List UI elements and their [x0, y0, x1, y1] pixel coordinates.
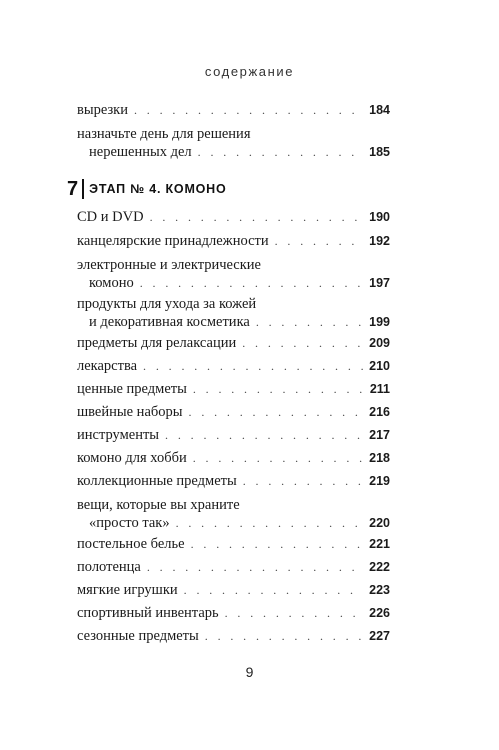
toc-entry[interactable]	[77, 426, 390, 444]
toc-entry-page: 192	[369, 234, 390, 248]
page-number: 9	[245, 664, 254, 680]
leader-dots	[143, 357, 363, 375]
toc-entry-title-continued: нерешенных дел	[89, 144, 192, 160]
leader-dots	[205, 627, 363, 645]
toc-entry[interactable]	[77, 256, 390, 292]
toc-entry-page: 219	[369, 474, 390, 488]
leader-dots	[134, 101, 363, 119]
leader-dots	[191, 535, 364, 553]
running-header: содержание	[204, 64, 295, 79]
toc-entry[interactable]	[77, 357, 390, 375]
toc-entry[interactable]	[77, 535, 390, 553]
toc-entry-title: вещи, которые вы храните	[77, 497, 240, 513]
toc-entry-title: швейные наборы	[77, 404, 183, 420]
leader-dots	[140, 274, 363, 292]
toc-entry-title: предметы для релаксации	[77, 335, 237, 351]
toc-entry-title: электронные и электрические	[77, 257, 261, 273]
toc-entry[interactable]	[77, 208, 390, 226]
toc-entry[interactable]	[77, 449, 390, 467]
toc-entry-title: мягкие игрушки	[77, 582, 178, 598]
toc-entry-title: комоно для хобби	[77, 450, 187, 466]
toc-entry[interactable]	[77, 496, 390, 532]
toc-entry-title: лекарства	[77, 358, 138, 374]
leader-dots	[184, 581, 363, 599]
toc-entry-page: 210	[369, 359, 390, 373]
toc-entry-title-continued: и декоративная косметика	[89, 314, 250, 330]
toc-entry[interactable]	[77, 232, 390, 250]
leader-dots	[193, 449, 363, 467]
toc-entry-title: канцелярские принадлежности	[77, 233, 269, 249]
toc-entry[interactable]	[77, 604, 390, 622]
leader-dots	[198, 143, 363, 161]
toc-entry-title: постельное белье	[77, 536, 185, 552]
leader-dots	[150, 208, 364, 226]
toc-entry-page: 218	[369, 451, 390, 465]
toc-entry-page: 223	[369, 583, 390, 597]
toc-entry-page: 216	[369, 405, 390, 419]
leader-dots	[256, 313, 363, 331]
toc-entry[interactable]	[77, 472, 390, 490]
toc-entry-page: 222	[369, 560, 390, 574]
toc-entry-page: 190	[369, 210, 390, 224]
toc-entry[interactable]	[77, 101, 390, 119]
leader-dots	[243, 472, 363, 490]
toc-entry-title: сезонные предметы	[77, 628, 199, 644]
leader-dots	[225, 604, 364, 622]
leader-dots	[275, 232, 364, 250]
toc-entry[interactable]	[77, 295, 390, 331]
toc-entry-page: 184	[369, 103, 390, 117]
toc-entry-page: 185	[369, 145, 390, 159]
leader-dots	[193, 380, 364, 398]
toc-entry-page: 199	[369, 315, 390, 329]
toc-entry-title-continued: комоно	[89, 275, 134, 291]
leader-dots	[165, 426, 363, 444]
toc-entry-page: 217	[369, 428, 390, 442]
toc-entry-title-continued: «просто так»	[89, 515, 170, 531]
toc-entry[interactable]	[77, 403, 390, 421]
toc-entry-page: 211	[369, 382, 390, 396]
toc-entry[interactable]	[77, 627, 390, 645]
toc-entry-title: коллекционные предметы	[77, 473, 237, 489]
toc-entry-page: 220	[369, 516, 390, 530]
toc-entry-title: ценные предметы	[77, 381, 187, 397]
toc-entry-title: спортивный инвентарь	[77, 605, 219, 621]
leader-dots	[242, 334, 363, 352]
toc-entry-title: полотенца	[77, 559, 141, 575]
toc-entry[interactable]	[77, 125, 390, 161]
chapter-divider	[82, 179, 84, 199]
toc-entry-page: 197	[369, 276, 390, 290]
toc-entry-title: продукты для ухода за кожей	[77, 296, 257, 312]
toc-entry-page: 221	[369, 537, 390, 551]
toc-entry-page: 227	[369, 629, 390, 643]
toc-entry-title: CD и DVD	[77, 209, 144, 225]
toc-entry-title: инструменты	[77, 427, 160, 443]
chapter-title: ЭТАП № 4. КОМОНО	[89, 182, 227, 196]
leader-dots	[147, 558, 363, 576]
leader-dots	[189, 403, 364, 421]
toc-entry-title: назначьте день для решения	[77, 126, 251, 142]
chapter-number: 7	[67, 178, 79, 200]
toc-entry-page: 226	[369, 606, 390, 620]
toc-entry[interactable]	[77, 334, 390, 352]
leader-dots	[176, 514, 364, 532]
toc-entry-title: вырезки	[77, 102, 128, 118]
toc-entry[interactable]	[77, 581, 390, 599]
toc-entry-page: 209	[369, 336, 390, 350]
toc-entry[interactable]	[77, 380, 390, 398]
chapter-heading[interactable]	[67, 178, 227, 200]
toc-entry[interactable]	[77, 558, 390, 576]
